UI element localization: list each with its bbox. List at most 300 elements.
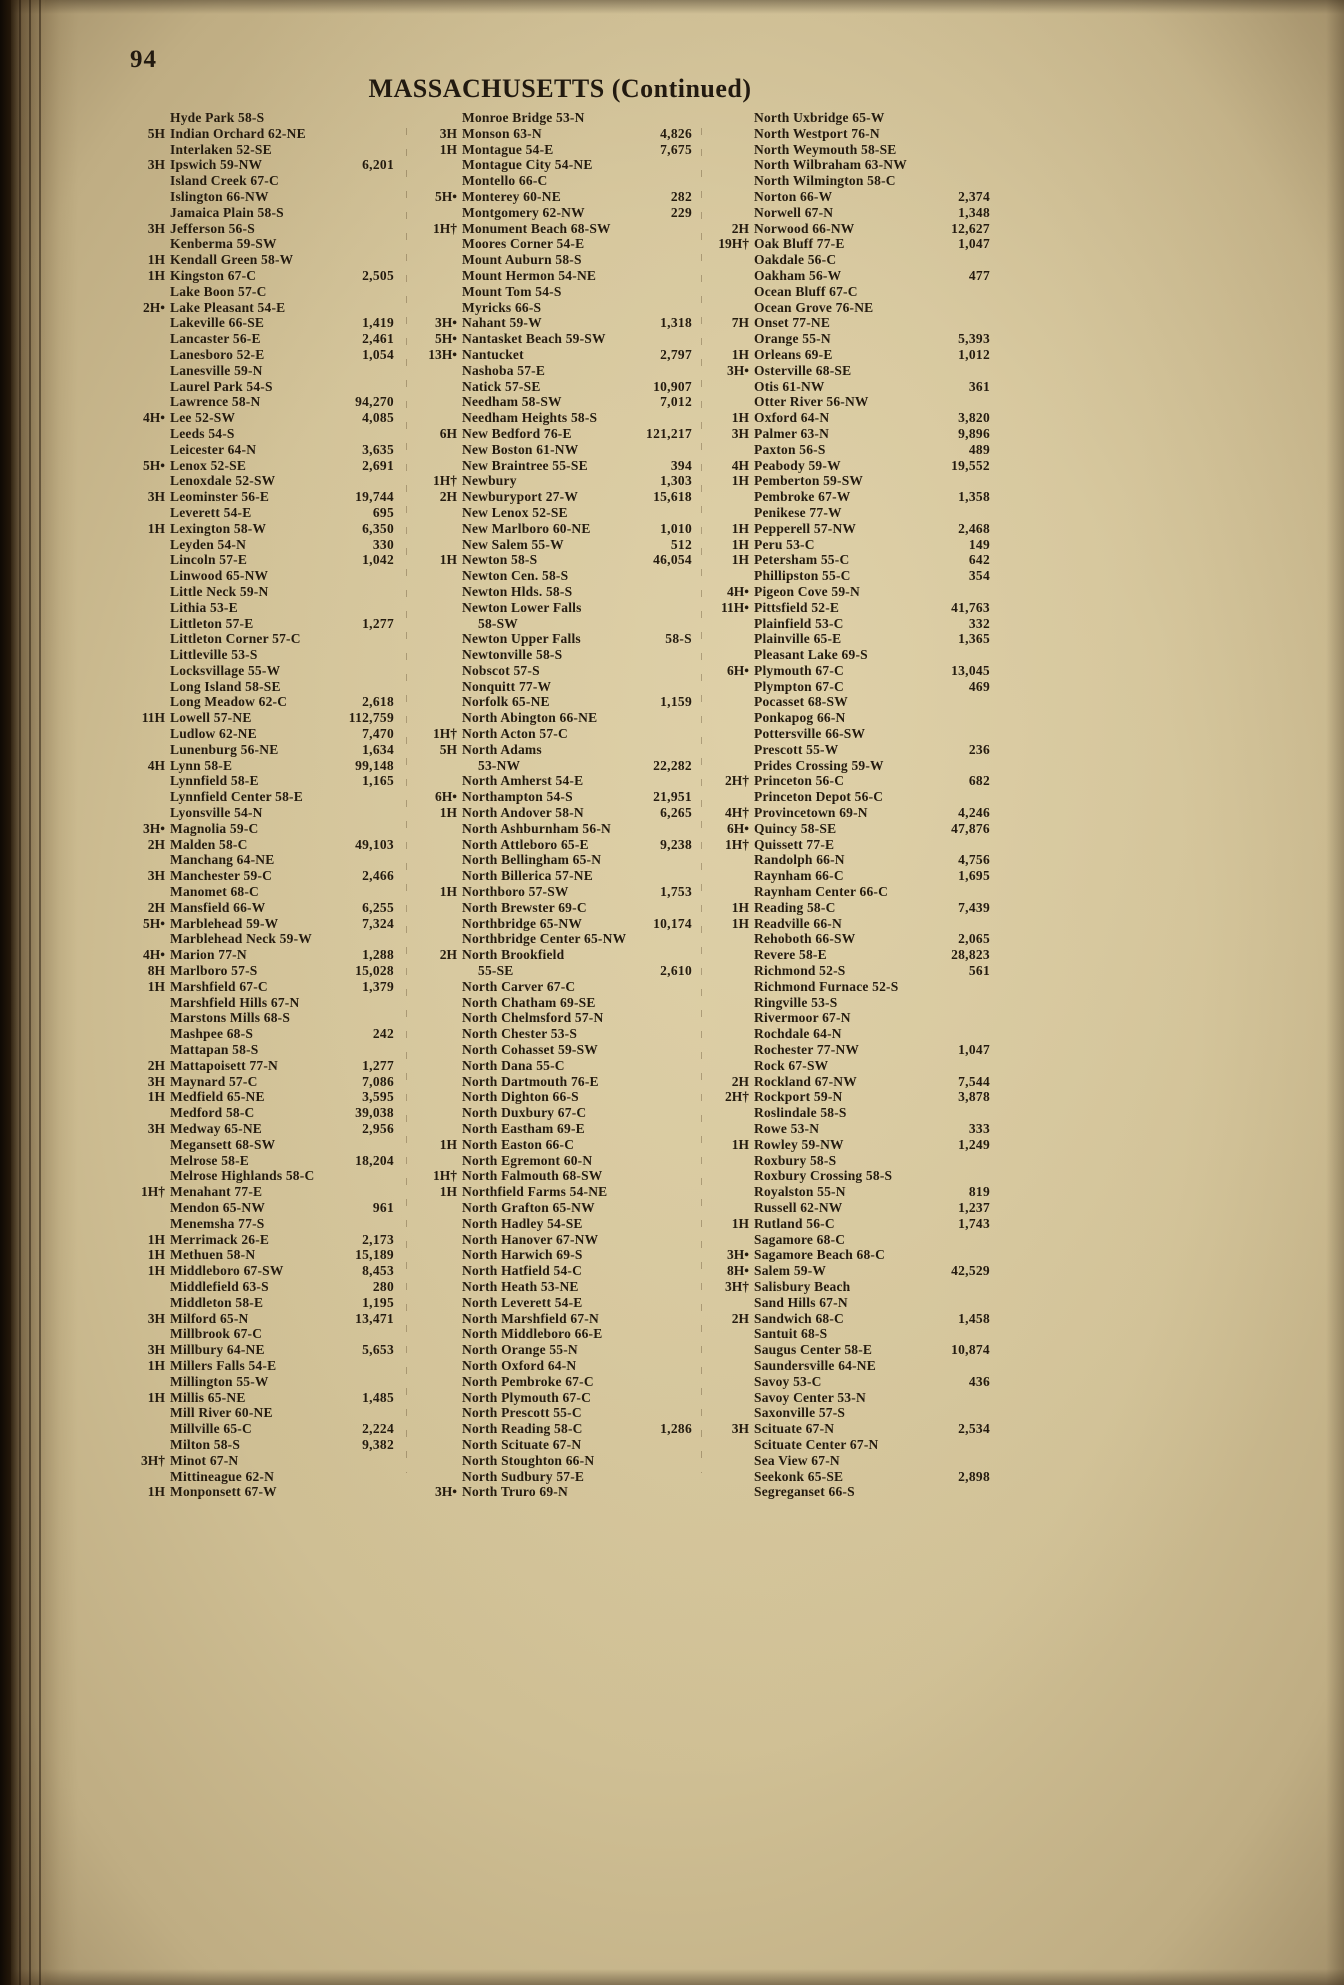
entry-value: 149 bbox=[968, 536, 990, 552]
list-item bbox=[128, 1358, 394, 1374]
list-item bbox=[420, 189, 692, 205]
entry-value: 2,534 bbox=[958, 1421, 990, 1437]
entry-value: 1,743 bbox=[958, 1215, 990, 1231]
column-divider bbox=[406, 128, 407, 1473]
entry-name: Mansfield 66-W bbox=[170, 899, 266, 915]
entry-value: 1,159 bbox=[660, 694, 692, 710]
entry-value: 39,038 bbox=[355, 1105, 394, 1121]
list-item bbox=[128, 1421, 394, 1437]
entry-name: Millers Falls 54-E bbox=[170, 1357, 277, 1373]
entry-value: 5,653 bbox=[362, 1342, 394, 1358]
entry-value: 10,874 bbox=[951, 1342, 990, 1358]
list-item bbox=[420, 584, 692, 600]
entry-name: Methuen 58-N bbox=[170, 1247, 256, 1263]
list-item bbox=[712, 1216, 990, 1232]
entry-name: North Stoughton 66-N bbox=[462, 1452, 595, 1468]
entry-prefix: 1H bbox=[731, 899, 749, 915]
entry-name: Millbrook 67-C bbox=[170, 1326, 263, 1342]
entry-name: Montague 54-E bbox=[462, 141, 554, 157]
list-item bbox=[128, 410, 394, 426]
list-item bbox=[712, 284, 990, 300]
entry-name: North Ashburnham 56-N bbox=[462, 820, 611, 836]
entry-value: 512 bbox=[670, 536, 692, 552]
entry-name: Jefferson 56-S bbox=[170, 220, 255, 236]
list-item bbox=[420, 837, 692, 853]
list-item bbox=[128, 789, 394, 805]
list-item bbox=[712, 363, 990, 379]
entry-name: Pittsfield 52-E bbox=[754, 599, 840, 615]
entry-name: Littleton 57-E bbox=[170, 615, 254, 631]
entry-name: Lowell 57-NE bbox=[170, 710, 252, 726]
page-title: MASSACHUSETTS (Continued) bbox=[368, 74, 752, 103]
list-item bbox=[712, 1089, 990, 1105]
list-item bbox=[420, 1232, 692, 1248]
list-item bbox=[420, 268, 692, 284]
entry-name: Menahant 77-E bbox=[170, 1184, 263, 1200]
list-item bbox=[712, 315, 990, 331]
list-item bbox=[712, 995, 990, 1011]
entry-name: Pleasant Lake 69-S bbox=[754, 647, 868, 663]
entry-name: North Billerica 57-NE bbox=[462, 868, 593, 884]
entry-name: Otis 61-NW bbox=[754, 378, 825, 394]
list-item bbox=[712, 1326, 990, 1342]
entry-name: Milford 65-N bbox=[170, 1310, 249, 1326]
list-item bbox=[420, 900, 692, 916]
list-item bbox=[128, 773, 394, 789]
entry-value: 1,277 bbox=[362, 1057, 394, 1073]
entry-prefix: 3H† bbox=[140, 1452, 165, 1468]
entry-value: 2,468 bbox=[958, 520, 990, 536]
list-item bbox=[420, 995, 692, 1011]
entry-name: New Marlboro 60-NE bbox=[462, 520, 591, 536]
entry-value: 280 bbox=[372, 1278, 394, 1294]
entry-name: Long Meadow 62-C bbox=[170, 694, 288, 710]
entry-name: Leyden 54-N bbox=[170, 536, 247, 552]
entry-name: Lanesville 59-N bbox=[170, 362, 263, 378]
list-item bbox=[420, 679, 692, 695]
entry-name: Lenox 52-SE bbox=[170, 457, 247, 473]
list-item bbox=[128, 189, 394, 205]
list-item bbox=[128, 805, 394, 821]
entry-name: Sagamore 68-C bbox=[754, 1231, 846, 1247]
entry-name: Kendall Green 58-W bbox=[170, 252, 294, 268]
list-item bbox=[712, 710, 990, 726]
entry-name: Provincetown 69-N bbox=[754, 805, 868, 821]
list-item bbox=[128, 679, 394, 695]
entry-value: 4,246 bbox=[958, 805, 990, 821]
list-item bbox=[420, 1074, 692, 1090]
entry-name: Millville 65-C bbox=[170, 1421, 252, 1437]
entry-value: 3,820 bbox=[958, 410, 990, 426]
entry-name: Saugus Center 58-E bbox=[754, 1342, 873, 1358]
entry-name: Saundersville 64-NE bbox=[754, 1357, 876, 1373]
entry-value: 695 bbox=[372, 504, 394, 520]
entry-value: 469 bbox=[968, 678, 990, 694]
list-item bbox=[712, 947, 990, 963]
list-item bbox=[128, 252, 394, 268]
list-item bbox=[712, 1437, 990, 1453]
entry-prefix: 2H bbox=[731, 1073, 749, 1089]
entry-name: Leverett 54-E bbox=[170, 504, 252, 520]
entry-value: 1,634 bbox=[362, 741, 394, 757]
entry-name: Leominster 56-E bbox=[170, 489, 270, 505]
entry-value: 58-S bbox=[665, 631, 692, 647]
entry-name: Osterville 68-SE bbox=[754, 362, 852, 378]
entry-name: Lynnfield 58-E bbox=[170, 773, 259, 789]
entry-name: North Chelmsford 57-N bbox=[462, 1010, 604, 1026]
list-item bbox=[420, 157, 692, 173]
list-item bbox=[712, 1263, 990, 1279]
list-item bbox=[712, 410, 990, 426]
entry-prefix: 6H bbox=[439, 425, 457, 441]
entry-name: Monponsett 67-W bbox=[170, 1484, 277, 1500]
list-item bbox=[128, 1279, 394, 1295]
entry-value: 229 bbox=[670, 204, 692, 220]
entry-name: Nantucket bbox=[462, 346, 524, 362]
entry-name: North Grafton 65-NW bbox=[462, 1199, 595, 1215]
entry-name: Menemsha 77-S bbox=[170, 1215, 265, 1231]
page-number: 94 bbox=[130, 46, 157, 73]
entry-name: Lake Boon 57-C bbox=[170, 283, 267, 299]
list-item bbox=[712, 916, 990, 932]
entry-name: North Dighton 66-S bbox=[462, 1089, 579, 1105]
entry-prefix: 3H bbox=[147, 1342, 165, 1358]
entry-name: Natick 57-SE bbox=[462, 378, 541, 394]
list-item bbox=[128, 1153, 394, 1169]
entry-name: North Reading 58-C bbox=[462, 1421, 583, 1437]
entry-name: Rockport 59-N bbox=[754, 1089, 843, 1105]
entry-name: Pigeon Cove 59-N bbox=[754, 583, 860, 599]
list-item bbox=[128, 1374, 394, 1390]
entry-name: Nahant 59-W bbox=[462, 315, 542, 331]
list-item bbox=[420, 1279, 692, 1295]
list-item bbox=[420, 458, 692, 474]
list-item bbox=[712, 1469, 990, 1485]
entry-value: 41,763 bbox=[951, 599, 990, 615]
list-item bbox=[128, 284, 394, 300]
entry-name: Locksvillage 55-W bbox=[170, 662, 281, 678]
entry-name: Mount Tom 54-S bbox=[462, 283, 562, 299]
entry-name: Monroe Bridge 53-N bbox=[462, 110, 585, 125]
list-item bbox=[420, 852, 692, 868]
list-item bbox=[128, 710, 394, 726]
entry-name: Needham Heights 58-S bbox=[462, 410, 598, 426]
list-item bbox=[128, 521, 394, 537]
directory-column-2 bbox=[420, 110, 692, 1500]
list-item bbox=[420, 742, 692, 758]
entry-value: 354 bbox=[968, 568, 990, 584]
entry-name: Ocean Grove 76-NE bbox=[754, 299, 874, 315]
list-item bbox=[128, 126, 394, 142]
entry-name: Rehoboth 66-SW bbox=[754, 931, 856, 947]
list-item bbox=[420, 1058, 692, 1074]
entry-name: Newton Lower Falls bbox=[462, 599, 582, 615]
entry-name: North Andover 58-N bbox=[462, 805, 584, 821]
entry-value: 4,085 bbox=[362, 410, 394, 426]
entry-name: Medfield 65-NE bbox=[170, 1089, 265, 1105]
list-item bbox=[712, 1484, 990, 1500]
entry-name: Pemberton 59-SW bbox=[754, 473, 864, 489]
entry-value: 2,173 bbox=[362, 1231, 394, 1247]
entry-value: 1,358 bbox=[958, 489, 990, 505]
entry-name: Manomet 68-C bbox=[170, 884, 260, 900]
list-item bbox=[712, 489, 990, 505]
entry-value: 2,956 bbox=[362, 1121, 394, 1136]
list-item bbox=[420, 1010, 692, 1026]
entry-value: 2,691 bbox=[362, 457, 394, 473]
entry-name: North Amherst 54-E bbox=[462, 773, 584, 789]
list-item bbox=[420, 1311, 692, 1327]
list-item bbox=[712, 789, 990, 805]
list-item bbox=[420, 1216, 692, 1232]
entry-name: North Falmouth 68-SW bbox=[462, 1168, 603, 1184]
entry-name: North Wilmington 58-C bbox=[754, 173, 896, 189]
list-item bbox=[128, 837, 394, 853]
list-item bbox=[420, 1089, 692, 1105]
list-item bbox=[128, 616, 394, 632]
list-item bbox=[128, 473, 394, 489]
entry-name: Randolph 66-N bbox=[754, 852, 845, 868]
entry-name: Littleton Corner 57-C bbox=[170, 631, 301, 647]
entry-value: 7,086 bbox=[362, 1073, 394, 1089]
entry-prefix: 1H† bbox=[432, 1168, 457, 1184]
list-item bbox=[128, 173, 394, 189]
entry-prefix: 3H bbox=[147, 1310, 165, 1326]
list-item bbox=[420, 331, 692, 347]
entry-name: Interlaken 52-SE bbox=[170, 141, 272, 157]
entry-name: Princeton 56-C bbox=[754, 773, 845, 789]
entry-value: 5,393 bbox=[958, 331, 990, 347]
entry-prefix: 1H bbox=[731, 410, 749, 426]
entry-name: Linwood 65-NW bbox=[170, 568, 269, 584]
entry-prefix: 1H bbox=[731, 536, 749, 552]
entry-prefix: 5H bbox=[147, 125, 165, 141]
entry-name: North Chester 53-S bbox=[462, 1026, 578, 1042]
entry-value: 15,189 bbox=[355, 1247, 394, 1263]
entry-value: 361 bbox=[968, 378, 990, 394]
list-item bbox=[712, 1247, 990, 1263]
entry-name: Pepperell 57-NW bbox=[754, 520, 857, 536]
list-item bbox=[128, 458, 394, 474]
list-item bbox=[712, 1200, 990, 1216]
entry-name: Richmond Furnace 52-S bbox=[754, 978, 899, 994]
list-item bbox=[420, 1484, 692, 1500]
entry-name: Milton 58-S bbox=[170, 1436, 241, 1452]
list-item bbox=[128, 268, 394, 284]
entry-name: Nantasket Beach 59-SW bbox=[462, 331, 606, 347]
entry-prefix: 2H bbox=[439, 947, 457, 963]
list-item bbox=[712, 679, 990, 695]
list-item bbox=[712, 758, 990, 774]
entry-name: Nobscot 57-S bbox=[462, 662, 540, 678]
entry-name: Marstons Mills 68-S bbox=[170, 1010, 291, 1026]
entry-prefix: 3H bbox=[147, 489, 165, 505]
entry-name: Newton 58-S bbox=[462, 552, 538, 568]
entry-name: Norton 66-W bbox=[754, 188, 833, 204]
list-item bbox=[420, 931, 692, 947]
list-item bbox=[128, 505, 394, 521]
entry-name: Leeds 54-S bbox=[170, 425, 235, 441]
list-item bbox=[420, 1295, 692, 1311]
entry-prefix: 1H bbox=[731, 473, 749, 489]
entry-name: Maynard 57-C bbox=[170, 1073, 258, 1089]
page-edge-top bbox=[0, 0, 1344, 14]
entry-prefix: 1H bbox=[147, 1247, 165, 1263]
list-item bbox=[712, 110, 990, 126]
entry-value: 3,878 bbox=[958, 1089, 990, 1105]
entry-name: North Plymouth 67-C bbox=[462, 1389, 592, 1405]
list-item bbox=[128, 868, 394, 884]
entry-value: 4,826 bbox=[660, 125, 692, 141]
list-item bbox=[420, 315, 692, 331]
entry-name: Kenberma 59-SW bbox=[170, 236, 277, 252]
list-item bbox=[712, 600, 990, 616]
entry-value: 236 bbox=[968, 741, 990, 757]
list-item bbox=[712, 1058, 990, 1074]
entry-name: Moores Corner 54-E bbox=[462, 236, 585, 252]
entry-name: Onset 77-NE bbox=[754, 315, 831, 331]
list-item bbox=[420, 1469, 692, 1485]
list-item bbox=[712, 1311, 990, 1327]
entry-prefix: 3H• bbox=[143, 820, 165, 836]
entry-name: North Westport 76-N bbox=[754, 125, 880, 141]
page-edge-bottom bbox=[0, 1969, 1344, 1985]
entry-name: Northboro 57-SW bbox=[462, 884, 569, 900]
list-item bbox=[420, 884, 692, 900]
entry-value: 1,419 bbox=[362, 315, 394, 331]
entry-prefix: 3H bbox=[731, 1421, 749, 1437]
entry-name: North Abington 66-NE bbox=[462, 710, 598, 726]
list-item bbox=[712, 252, 990, 268]
entry-name: Manchester 59-C bbox=[170, 868, 273, 884]
list-item bbox=[712, 157, 990, 173]
entry-name: North Hanover 67-NW bbox=[462, 1231, 599, 1247]
entry-name: Nashoba 57-E bbox=[462, 362, 546, 378]
list-item bbox=[420, 1153, 692, 1169]
list-item bbox=[420, 221, 692, 237]
list-item bbox=[712, 1137, 990, 1153]
list-item bbox=[712, 1153, 990, 1169]
entry-name: Revere 58-E bbox=[754, 947, 827, 963]
entry-name: Lyonsville 54-N bbox=[170, 805, 263, 821]
entry-value: 8,453 bbox=[362, 1263, 394, 1279]
entry-value: 7,470 bbox=[362, 726, 394, 742]
list-item bbox=[128, 1390, 394, 1406]
list-item bbox=[420, 442, 692, 458]
entry-name: Oak Bluff 77-E bbox=[754, 236, 845, 252]
entry-name: Long Island 58-SE bbox=[170, 678, 281, 694]
entry-name: Newton Upper Falls bbox=[462, 631, 581, 647]
entry-prefix: 1H† bbox=[724, 836, 749, 852]
entry-name: Sandwich 68-C bbox=[754, 1310, 844, 1326]
list-item bbox=[712, 1105, 990, 1121]
list-item bbox=[712, 394, 990, 410]
list-item bbox=[420, 631, 692, 647]
entry-name: Islington 66-NW bbox=[170, 188, 269, 204]
entry-value: 15,618 bbox=[653, 489, 692, 505]
entry-name: Peabody 59-W bbox=[754, 457, 841, 473]
entry-prefix: 1H bbox=[147, 1389, 165, 1405]
entry-name: Lenoxdale 52-SW bbox=[170, 473, 276, 489]
entry-value: 7,439 bbox=[958, 899, 990, 915]
entry-name: New Lenox 52-SE bbox=[462, 504, 568, 520]
entry-prefix: 4H bbox=[147, 757, 165, 773]
entry-value: 1,277 bbox=[362, 615, 394, 631]
entry-name: North Chatham 69-SE bbox=[462, 994, 596, 1010]
entry-name: Nonquitt 77-W bbox=[462, 678, 552, 694]
entry-prefix: 1H bbox=[147, 267, 165, 283]
entry-prefix: 6H• bbox=[727, 662, 749, 678]
entry-name: Merrimack 26-E bbox=[170, 1231, 270, 1247]
entry-value: 46,054 bbox=[653, 552, 692, 568]
list-item bbox=[128, 600, 394, 616]
list-item bbox=[128, 1311, 394, 1327]
list-item bbox=[420, 537, 692, 553]
list-item bbox=[420, 236, 692, 252]
entry-name: Reading 58-C bbox=[754, 899, 836, 915]
entry-name: Plainfield 53-C bbox=[754, 615, 844, 631]
list-item bbox=[128, 394, 394, 410]
entry-prefix: 1H† bbox=[140, 1184, 165, 1200]
list-item bbox=[420, 821, 692, 837]
entry-name: Rivermoor 67-N bbox=[754, 1010, 851, 1026]
list-item bbox=[420, 1358, 692, 1374]
entry-name: Hyde Park 58-S bbox=[170, 110, 265, 125]
entry-value: 1,195 bbox=[362, 1294, 394, 1310]
entry-name: Middlefield 63-S bbox=[170, 1278, 269, 1294]
entry-name: North Cohasset 59-SW bbox=[462, 1042, 599, 1058]
list-item bbox=[712, 868, 990, 884]
entry-name: North Wilbraham 63-NW bbox=[754, 157, 907, 173]
entry-name: Salisbury Beach bbox=[754, 1278, 851, 1294]
entry-value: 9,896 bbox=[958, 425, 990, 441]
list-item bbox=[420, 710, 692, 726]
entry-name: Marblehead Neck 59-W bbox=[170, 931, 312, 947]
list-item bbox=[712, 537, 990, 553]
list-item bbox=[420, 1200, 692, 1216]
list-item bbox=[712, 852, 990, 868]
entry-prefix: 1H bbox=[731, 1136, 749, 1152]
entry-name: Magnolia 59-C bbox=[170, 820, 259, 836]
entry-name: North Pembroke 67-C bbox=[462, 1373, 594, 1389]
entry-value: 1,753 bbox=[660, 884, 692, 900]
list-item bbox=[712, 931, 990, 947]
entry-prefix: 4H• bbox=[727, 583, 749, 599]
entry-value: 6,255 bbox=[362, 899, 394, 915]
entry-name: Otter River 56-NW bbox=[754, 394, 869, 410]
entry-name: Readville 66-N bbox=[754, 915, 842, 931]
list-item bbox=[420, 426, 692, 442]
list-item bbox=[128, 821, 394, 837]
column-divider bbox=[701, 128, 702, 1473]
entry-name: Oakdale 56-C bbox=[754, 252, 837, 268]
entry-value: 1,047 bbox=[958, 236, 990, 252]
entry-name: North Dana 55-C bbox=[462, 1057, 565, 1073]
entry-value: 7,012 bbox=[660, 394, 692, 410]
list-item bbox=[420, 1342, 692, 1358]
entry-name: Roxbury Crossing 58-S bbox=[754, 1168, 893, 1184]
list-item bbox=[420, 916, 692, 932]
list-item bbox=[128, 110, 394, 126]
list-item bbox=[712, 1453, 990, 1469]
list-item bbox=[128, 379, 394, 395]
list-item bbox=[128, 1058, 394, 1074]
list-item bbox=[128, 1200, 394, 1216]
list-item bbox=[712, 963, 990, 979]
entry-prefix: 7H bbox=[731, 315, 749, 331]
list-item bbox=[712, 221, 990, 237]
entry-name: Norfolk 65-NE bbox=[462, 694, 550, 710]
